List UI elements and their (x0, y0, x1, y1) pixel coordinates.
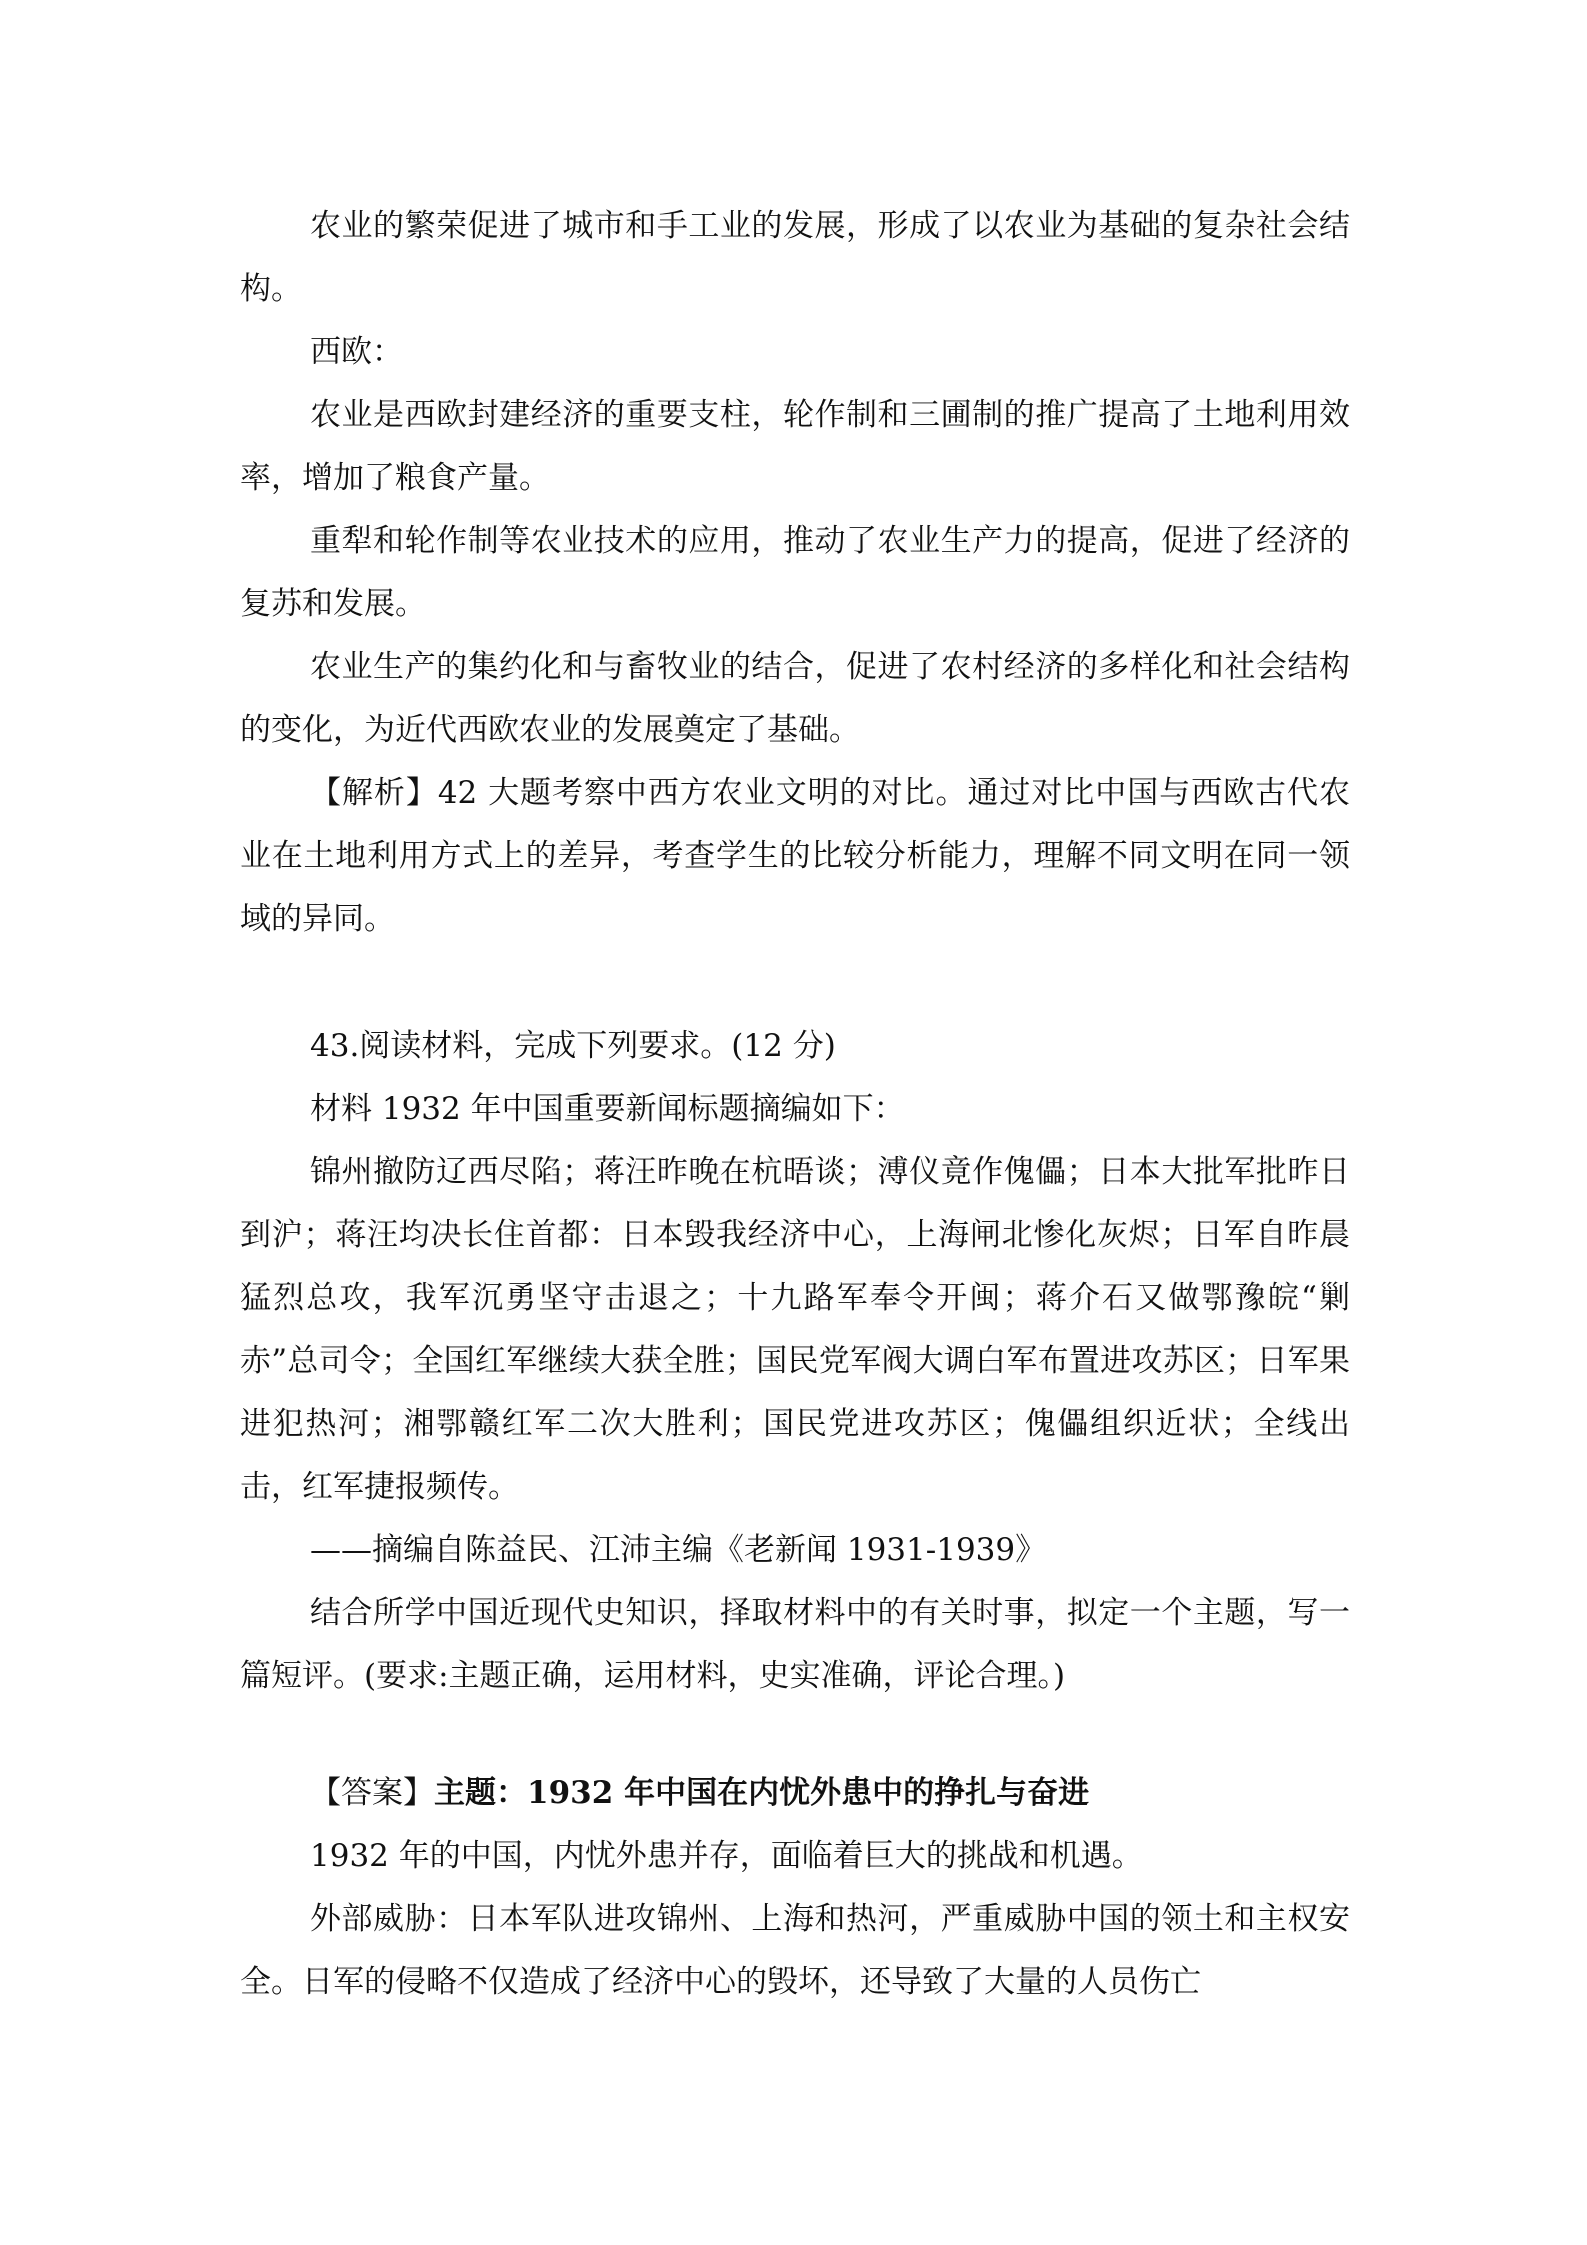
answer-paragraph-external-threat: 外部威胁：日本军队进攻锦州、上海和热河，严重威胁中国的领土和主权安全。日军的侵略不仅造成了经济中心的毁坏，还导致了大量的人员伤亡 (240, 1901, 1350, 2000)
material-headlines: 锦州撤防辽西尽陷；蒋汪昨晚在杭晤谈；溥仪竟作傀儡；日本大批军批昨日到沪；蒋汪均决长住首都：日本毁我经济中心，上海闸北惨化灰烬；日军自昨晨猛烈总攻，我军沉勇坚守击退之；十九路军奉令开闽；蒋介石又做鄂豫皖“剿赤”总司令；全国红军继续大获全胜；国民党军阀大调白军布置进攻苏区；日军果进犯热河；湘鄂赣红军二次大胜利；国民党进攻苏区；傀儡组织近状；全线出击，红军捷报频传。 (240, 1154, 1350, 1505)
paragraph-agriculture-prosperity: 农业的繁荣促进了城市和手工业的发展，形成了以农业为基础的复杂社会结构。 (240, 208, 1350, 307)
material-intro: 材料 1932 年中国重要新闻标题摘编如下： (310, 1091, 905, 1127)
heading-western-europe: 西欧： (310, 334, 403, 370)
analysis-paragraph: 【解析】42 大题考察中西方农业文明的对比。通过对比中国与西欧古代农业在土地利用方式上的差异，考查学生的比较分析能力，理解不同文明在同一领域的异同。 (240, 775, 1350, 937)
answer-theme: 主题：1932 年中国在内忧外患中的挣扎与奋进 (434, 1775, 1090, 1811)
paragraph-intensive-farming: 农业生产的集约化和与畜牧业的结合，促进了农村经济的多样化和社会结构的变化，为近代西欧农业的发展奠定了基础。 (240, 649, 1350, 748)
material-source: ——摘编自陈益民、江沛主编《老新闻 1931-1939》 (310, 1532, 1047, 1568)
answer-paragraph-overview: 1932 年的中国，内忧外患并存，面临着巨大的挑战和机遇。 (310, 1838, 1143, 1874)
question-task: 结合所学中国近现代史知识，择取材料中的有关时事，拟定一个主题，写一篇短评。(要求:主题正确，运用材料，史实准确，评论合理。) (240, 1595, 1350, 1694)
answer-theme-line (240, 1762, 1350, 1825)
paragraph-feudal-economy: 农业是西欧封建经济的重要支柱，轮作制和三圃制的推广提高了土地利用效率，增加了粮食产量。 (240, 397, 1350, 496)
answer-label: 【答案】 (310, 1775, 434, 1811)
document-page (240, 195, 1350, 2014)
paragraph-farming-technology: 重犁和轮作制等农业技术的应用，推动了农业生产力的提高，促进了经济的复苏和发展。 (240, 523, 1350, 622)
question-43-title: 43.阅读材料，完成下列要求。(12 分) (310, 1028, 836, 1064)
